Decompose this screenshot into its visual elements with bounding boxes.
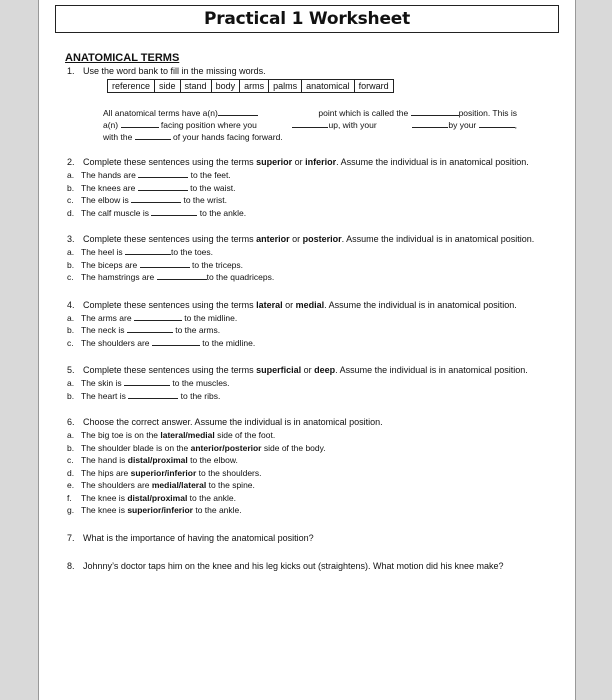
fill-text: point which is called the position. This is	[318, 108, 517, 118]
fill-text: up, with your	[292, 119, 376, 131]
answer-blank[interactable]	[135, 131, 171, 140]
list-item[interactable]: b. The shoulder blade is on the anterior/posterior side of the body.	[67, 442, 326, 453]
word-bank	[107, 79, 394, 93]
question-prompt: What is the importance of having the anatomical position?	[83, 532, 314, 543]
answer-list	[65, 246, 565, 284]
list-item[interactable]: g. The knee is superior/inferior to the ankle.	[67, 505, 242, 515]
question-prompt: Complete these sentences using the terms superficial or deep. Assume the individual is in anatomical position.	[83, 365, 528, 375]
list-item[interactable]: a. The big toe is on the lateral/medial side of the foot.	[67, 430, 276, 440]
list-item[interactable]: c. The hand is distal/proximal to the elbow.	[67, 455, 238, 465]
section-heading: ANATOMICAL TERMS	[65, 52, 180, 64]
list-item: c. The hamstrings are to the quadriceps.	[67, 272, 275, 282]
word-bank-item: stand	[181, 80, 212, 92]
fill-text: a(n) facing position where you	[103, 120, 257, 130]
answer-blank[interactable]	[479, 119, 515, 128]
list-item: c. The elbow is to the wrist.	[67, 195, 227, 205]
list-item: d. The calf muscle is to the ankle.	[67, 207, 247, 218]
fill-text: All anatomical terms have a(n)	[103, 107, 258, 119]
list-item: b. The neck is to the arms.	[67, 325, 221, 335]
answer-blank[interactable]	[292, 119, 328, 128]
list-item: a. The hands are to the feet.	[67, 170, 231, 180]
list-item: b. The heart is to the ribs.	[67, 390, 221, 401]
answer-blank[interactable]	[121, 119, 159, 128]
question-prompt: Johnny’s doctor taps him on the knee and his leg kicks out (straightens). What motion did his knee make?	[83, 560, 504, 571]
question-prompt: Use the word bank to fill in the missing words.	[83, 66, 266, 76]
question-6	[65, 416, 565, 517]
question-8	[65, 560, 565, 572]
question-prompt: Choose the correct answer. Assume the individual is in anatomical position.	[83, 417, 383, 427]
question-3	[65, 233, 565, 284]
list-item: a. The skin is to the muscles.	[67, 378, 230, 388]
answer-blank[interactable]	[127, 324, 173, 333]
answer-blank[interactable]	[218, 107, 258, 116]
list-item: c. The shoulders are to the midline.	[67, 337, 256, 348]
question-2	[65, 156, 565, 219]
list-item[interactable]: f. The knee is distal/proximal to the ankle.	[67, 492, 236, 503]
list-item: b. The biceps are to the triceps.	[67, 259, 244, 270]
answer-blank[interactable]	[134, 312, 182, 321]
list-item: a. The heel is to the toes.	[67, 247, 214, 257]
answer-blank[interactable]	[131, 194, 181, 203]
word-bank-item: palms	[269, 80, 302, 92]
answer-blank[interactable]	[152, 337, 200, 346]
question-4	[65, 299, 565, 350]
answer-blank[interactable]	[151, 207, 197, 216]
fill-text: by your ,	[412, 119, 517, 131]
question-prompt: Complete these sentences using the terms anterior or posterior. Assume the individual is in anatomical position.	[83, 234, 535, 244]
question-number: 7.	[67, 532, 75, 543]
word-bank-item: side	[155, 80, 181, 92]
answer-list	[65, 377, 565, 402]
answer-blank[interactable]	[138, 169, 188, 178]
word-bank-item: forward	[358, 81, 389, 91]
question-number: 5.	[67, 365, 75, 375]
list-item: a. The arms are to the midline.	[67, 312, 238, 323]
question-number: 2.	[67, 157, 75, 167]
question-number: 3.	[67, 234, 75, 244]
worksheet-page	[38, 0, 576, 700]
answer-blank[interactable]	[411, 107, 459, 116]
answer-blank[interactable]	[138, 182, 188, 191]
word-bank-item: body	[212, 80, 241, 92]
list-item: b. The knees are to the waist.	[67, 182, 236, 193]
question-prompt: Complete these sentences using the terms lateral or medial. Assume the individual is in anatomical position.	[83, 299, 517, 310]
title-bar	[55, 5, 559, 33]
answer-blank[interactable]	[157, 271, 207, 280]
answer-list	[65, 429, 565, 517]
list-item[interactable]: d. The hips are superior/inferior to the shoulders.	[67, 467, 262, 478]
word-bank-item: reference	[108, 80, 155, 92]
question-number: 8.	[67, 560, 75, 571]
question-7	[65, 532, 565, 544]
answer-list	[65, 169, 565, 219]
word-bank-item: arms	[240, 80, 269, 92]
question-number: 4.	[67, 299, 75, 310]
fill-text: with the of your hands facing forward.	[103, 132, 283, 142]
list-item[interactable]: e. The shoulders are medial/lateral to the spine.	[67, 480, 255, 490]
answer-blank[interactable]	[140, 259, 190, 268]
question-prompt: Complete these sentences using the terms superior or inferior. Assume the individual is in anatomical position.	[83, 157, 529, 167]
question-5	[65, 364, 565, 402]
answer-blank[interactable]	[128, 390, 178, 399]
answer-blank[interactable]	[412, 119, 448, 128]
question-number: 6.	[67, 417, 75, 427]
question-1	[65, 65, 565, 143]
page-title: Practical 1 Worksheet	[203, 9, 411, 29]
worksheet-content	[65, 52, 565, 572]
fill-in-paragraph	[65, 107, 565, 143]
question-number: 1.	[67, 66, 75, 76]
answer-list	[65, 312, 565, 350]
answer-blank[interactable]	[124, 377, 170, 386]
word-bank-item: anatomical	[302, 80, 355, 92]
answer-blank[interactable]	[125, 246, 171, 255]
